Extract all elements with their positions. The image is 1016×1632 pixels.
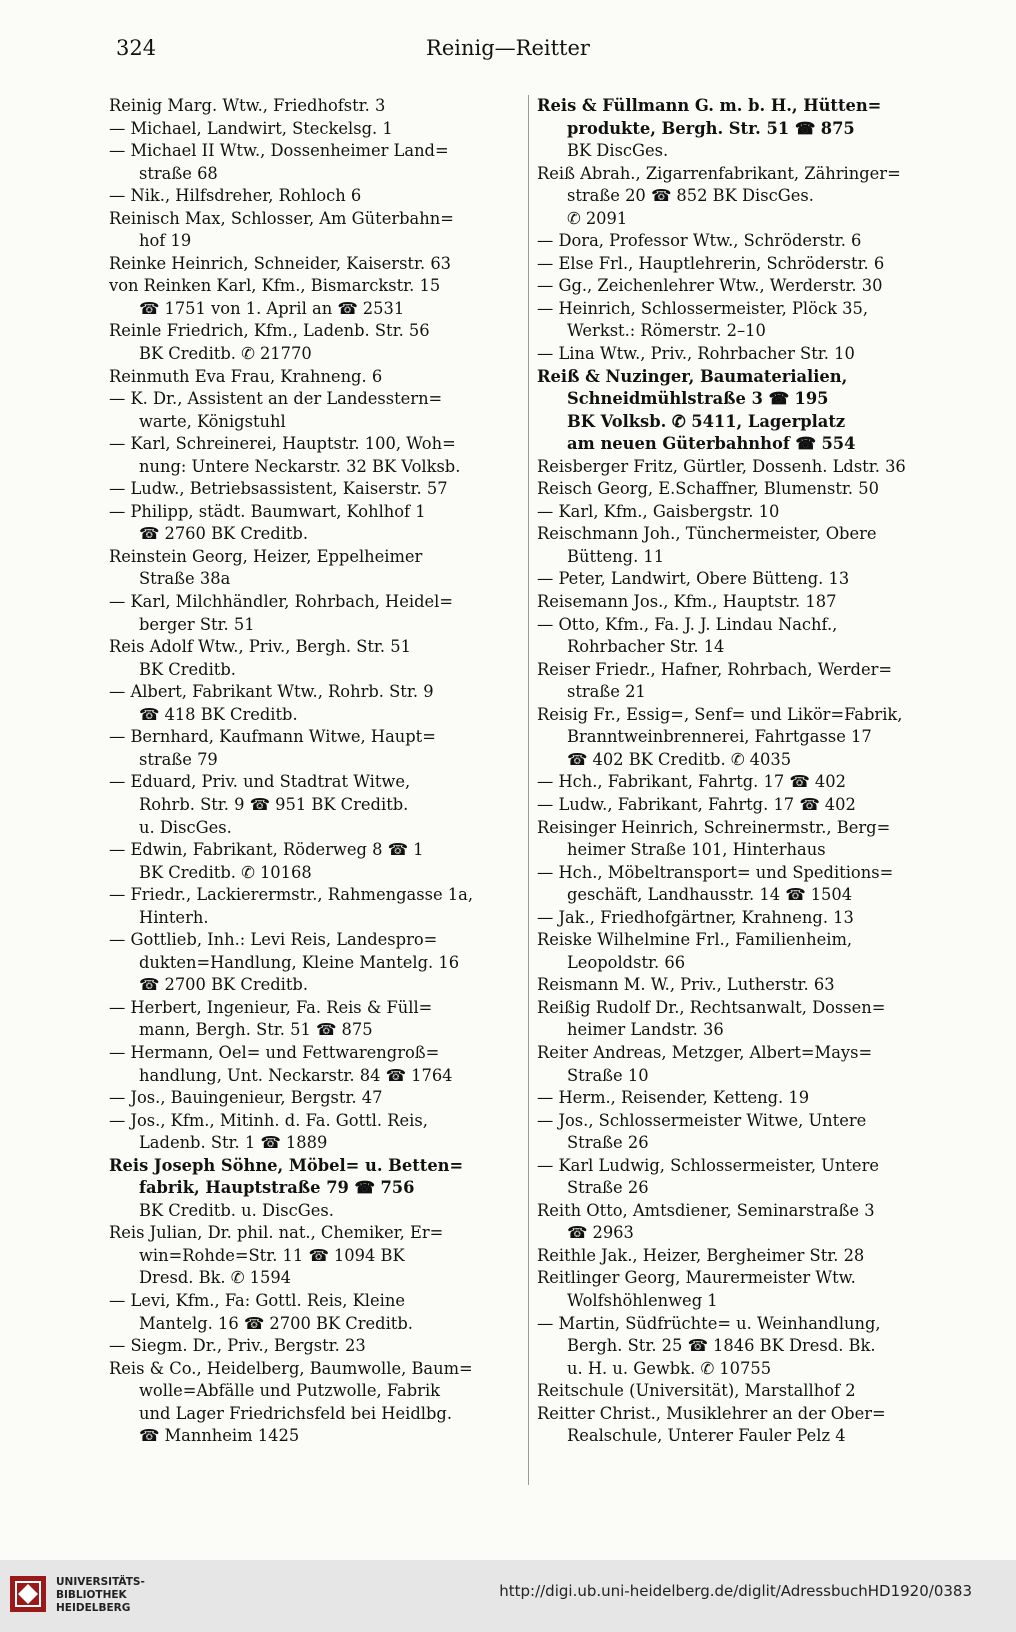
directory-line: und Lager Friedrichsfeld bei Heidlbg. (139, 1403, 452, 1423)
directory-line: — Jos., Bauingenieur, Bergstr. 47 (109, 1088, 383, 1108)
page-header (0, 36, 1016, 66)
directory-line: — Gottlieb, Inh.: Levi Reis, Landespro= (109, 930, 438, 950)
directory-line: Mantelg. 16 ☎ 2700 BK Creditb. (139, 1313, 413, 1333)
directory-line: Reitlinger Georg, Maurermeister Wtw. (537, 1268, 856, 1288)
directory-line: — Herm., Reisender, Ketteng. 19 (537, 1088, 810, 1108)
directory-line: ✆ 2091 (567, 208, 628, 228)
directory-line: straße 20 ☎ 852 BK DiscGes. (567, 186, 814, 206)
directory-line: Reinig Marg. Wtw., Friedhofstr. 3 (109, 96, 386, 115)
viewer-footer (0, 1560, 1016, 1632)
directory-line: Bütteng. 11 (567, 546, 665, 566)
directory-line: Rohrbacher Str. 14 (567, 637, 725, 657)
directory-line: — Eduard, Priv. und Stadtrat Witwe, (109, 772, 411, 792)
directory-line: Reißig Rudolf Dr., Rechtsanwalt, Dossen= (537, 997, 886, 1017)
directory-line: Reiß Abrah., Zigarrenfabrikant, Zähringer= (537, 163, 901, 183)
institution-line: BIBLIOTHEK (56, 1589, 127, 1601)
directory-line: Reis Adolf Wtw., Priv., Bergh. Str. 51 (109, 637, 411, 657)
source-url-link[interactable]: http://digi.ub.uni-heidelberg.de/diglit/AdressbuchHD1920/0383 (499, 1582, 972, 1600)
directory-line: mann, Bergh. Str. 51 ☎ 875 (139, 1020, 373, 1040)
directory-line: — Hermann, Oel= und Fettwarengroß= (109, 1042, 440, 1062)
directory-line: Realschule, Unterer Fauler Pelz 4 (567, 1426, 846, 1446)
directory-line: — Karl, Milchhändler, Rohrbach, Heidel= (109, 592, 454, 612)
directory-line: ☎ 402 BK Creditb. ✆ 4035 (567, 749, 792, 769)
institution-line: UNIVERSITÄTS- (56, 1576, 145, 1588)
directory-line: u. H. u. Gewbk. ✆ 10755 (567, 1358, 772, 1378)
directory-line: ☎ 2700 BK Creditb. (139, 975, 309, 995)
directory-line: — Hch., Fabrikant, Fahrtg. 17 ☎ 402 (537, 772, 846, 792)
directory-line: geschäft, Landhausstr. 14 ☎ 1504 (567, 885, 853, 905)
directory-line: Reismann M. W., Priv., Lutherstr. 63 (537, 975, 835, 995)
directory-line: — Karl Ludwig, Schlossermeister, Untere (537, 1155, 879, 1175)
directory-line: — Hch., Möbeltransport= und Speditions= (537, 862, 894, 882)
directory-line: Straße 26 (567, 1178, 649, 1198)
directory-line: Reis & Co., Heidelberg, Baumwolle, Baum= (109, 1358, 473, 1378)
directory-line: wolle=Abfälle und Putzwolle, Fabrik (139, 1381, 441, 1401)
right-column (537, 95, 955, 1448)
directory-line: Reinke Heinrich, Schneider, Kaiserstr. 63 (109, 253, 452, 273)
university-logo-icon (8, 1574, 48, 1614)
directory-line: Reitschule (Universität), Marstallhof 2 (537, 1381, 856, 1401)
directory-line: nung: Untere Neckarstr. 32 BK Volksb. (139, 456, 461, 476)
directory-line: BK Volksb. ✆ 5411, Lagerplatz (567, 411, 846, 431)
directory-line: — Karl, Schreinerei, Hauptstr. 100, Woh= (109, 434, 456, 454)
directory-line: Reisch Georg, E.Schaffner, Blumenstr. 50 (537, 479, 879, 499)
directory-line: BK DiscGes. (567, 141, 669, 161)
directory-line: Reinmuth Eva Frau, Krahneng. 6 (109, 366, 383, 386)
directory-line: Reithle Jak., Heizer, Bergheimer Str. 28 (537, 1245, 865, 1265)
directory-line: — Philipp, städt. Baumwart, Kohlhof 1 (109, 501, 426, 521)
directory-line: produkte, Bergh. Str. 51 ☎ 875 (567, 118, 855, 138)
directory-line: — Dora, Professor Wtw., Schröderstr. 6 (537, 231, 862, 251)
directory-line: am neuen Güterbahnhof ☎ 554 (567, 434, 856, 454)
directory-line: u. DiscGes. (139, 817, 232, 837)
directory-line: — Gg., Zeichenlehrer Wtw., Werderstr. 30 (537, 276, 883, 296)
directory-line: — Jos., Schlossermeister Witwe, Untere (537, 1110, 867, 1130)
directory-line: ☎ 1751 von 1. April an ☎ 2531 (139, 298, 405, 318)
directory-line: Straße 10 (567, 1065, 649, 1085)
directory-line: — Edwin, Fabrikant, Röderweg 8 ☎ 1 (109, 840, 424, 860)
directory-line: Rohrb. Str. 9 ☎ 951 BK Creditb. (139, 794, 409, 814)
directory-line: BK Creditb. u. DiscGes. (139, 1200, 334, 1220)
directory-line: — Otto, Kfm., Fa. J. J. Lindau Nachf., (537, 614, 838, 634)
directory-line: Reischmann Joh., Tünchermeister, Obere (537, 524, 877, 544)
directory-line: — Bernhard, Kaufmann Witwe, Haupt= (109, 727, 436, 747)
directory-line: heimer Straße 101, Hinterhaus (567, 840, 826, 860)
directory-line: — Siegm. Dr., Priv., Bergstr. 23 (109, 1336, 366, 1356)
directory-line: warte, Königstuhl (139, 411, 286, 431)
page-number: 324 (116, 36, 157, 60)
directory-line: Bergh. Str. 25 ☎ 1846 BK Dresd. Bk. (567, 1336, 876, 1356)
institution-line: HEIDELBERG (56, 1602, 131, 1614)
directory-line: Reisberger Fritz, Gürtler, Dossenh. Ldstr. 36 (537, 456, 906, 476)
directory-line: — Ludw., Fabrikant, Fahrtg. 17 ☎ 402 (537, 794, 856, 814)
directory-line: Reisemann Jos., Kfm., Hauptstr. 187 (537, 592, 837, 612)
directory-line: — Peter, Landwirt, Obere Bütteng. 13 (537, 569, 850, 589)
directory-line: Branntweinbrennerei, Fahrtgasse 17 (567, 727, 872, 747)
directory-line: straße 21 (567, 682, 646, 702)
directory-line: — Karl, Kfm., Gaisbergstr. 10 (537, 501, 780, 521)
column-divider (528, 95, 529, 1485)
directory-line: — Jos., Kfm., Mitinh. d. Fa. Gottl. Reis, (109, 1110, 428, 1130)
directory-line: — Albert, Fabrikant Wtw., Rohrb. Str. 9 (109, 682, 434, 702)
directory-line: — Ludw., Betriebsassistent, Kaiserstr. 57 (109, 479, 448, 499)
directory-line: Hinterh. (139, 907, 209, 927)
directory-line: Reiß & Nuzinger, Baumaterialien, (537, 366, 848, 386)
directory-line: Schneidmühlstraße 3 ☎ 195 (567, 389, 829, 409)
directory-line: von Reinken Karl, Kfm., Bismarckstr. 15 (109, 276, 441, 296)
directory-line: Reis & Füllmann G. m. b. H., Hütten= (537, 96, 882, 115)
directory-line: — Martin, Südfrüchte= u. Weinhandlung, (537, 1313, 881, 1333)
directory-line: berger Str. 51 (139, 614, 255, 634)
directory-line: handlung, Unt. Neckarstr. 84 ☎ 1764 (139, 1065, 453, 1085)
directory-line: Reith Otto, Amtsdiener, Seminarstraße 3 (537, 1200, 875, 1220)
directory-line: Dresd. Bk. ✆ 1594 (139, 1268, 292, 1288)
directory-line: BK Creditb. (139, 659, 236, 679)
directory-line: BK Creditb. ✆ 10168 (139, 862, 312, 882)
directory-line: Reis Joseph Söhne, Möbel= u. Betten= (109, 1155, 464, 1175)
directory-line: — Michael II Wtw., Dossenheimer Land= (109, 141, 449, 161)
directory-line: — Else Frl., Hauptlehrerin, Schröderstr. 6 (537, 253, 885, 273)
directory-line: straße 68 (139, 163, 218, 183)
directory-line: Reiter Andreas, Metzger, Albert=Mays= (537, 1042, 873, 1062)
directory-line: Reinstein Georg, Heizer, Eppelheimer (109, 546, 423, 566)
directory-line: Reiser Friedr., Hafner, Rohrbach, Werder= (537, 659, 893, 679)
directory-line: Reisinger Heinrich, Schreinermstr., Berg= (537, 817, 891, 837)
directory-line: straße 79 (139, 749, 218, 769)
directory-line: — Friedr., Lackierermstr., Rahmengasse 1a, (109, 885, 473, 905)
directory-line: Reinle Friedrich, Kfm., Ladenb. Str. 56 (109, 321, 430, 341)
directory-line: Straße 26 (567, 1133, 649, 1153)
directory-line: Reiske Wilhelmine Frl., Familienheim, (537, 930, 853, 950)
directory-line: Ladenb. Str. 1 ☎ 1889 (139, 1133, 328, 1153)
directory-line: Reinisch Max, Schlosser, Am Güterbahn= (109, 208, 454, 228)
directory-line: ☎ 2963 (567, 1223, 634, 1243)
directory-line: — Lina Wtw., Priv., Rohrbacher Str. 10 (537, 344, 855, 364)
directory-line: fabrik, Hauptstraße 79 ☎ 756 (139, 1178, 415, 1198)
directory-line: Reis Julian, Dr. phil. nat., Chemiker, Er= (109, 1223, 444, 1243)
directory-line: — Heinrich, Schlossermeister, Plöck 35, (537, 298, 868, 318)
directory-line: ☎ 418 BK Creditb. (139, 704, 298, 724)
directory-line: — K. Dr., Assistent an der Landesstern= (109, 389, 443, 409)
directory-line: Wolfshöhlenweg 1 (567, 1290, 718, 1310)
directory-line: — Michael, Landwirt, Steckelsg. 1 (109, 118, 393, 138)
left-column (109, 95, 527, 1448)
institution-name (56, 1576, 145, 1615)
directory-line: dukten=Handlung, Kleine Mantelg. 16 (139, 952, 460, 972)
directory-line: — Levi, Kfm., Fa: Gottl. Reis, Kleine (109, 1290, 405, 1310)
page-title: Reinig—Reitter (426, 36, 590, 60)
directory-line: — Nik., Hilfsdreher, Rohloch 6 (109, 186, 362, 206)
directory-line: Werkst.: Römerstr. 2–10 (567, 321, 766, 341)
directory-line: Reitter Christ., Musiklehrer an der Ober= (537, 1403, 886, 1423)
directory-line: Straße 38a (139, 569, 231, 589)
directory-line: — Jak., Friedhofgärtner, Krahneng. 13 (537, 907, 854, 927)
directory-line: hof 19 (139, 231, 192, 251)
directory-line: Reisig Fr., Essig=, Senf= und Likör=Fabrik, (537, 704, 903, 724)
directory-line: — Herbert, Ingenieur, Fa. Reis & Füll= (109, 997, 433, 1017)
directory-line: ☎ 2760 BK Creditb. (139, 524, 309, 544)
directory-line: Leopoldstr. 66 (567, 952, 686, 972)
directory-line: BK Creditb. ✆ 21770 (139, 344, 312, 364)
directory-line: heimer Landstr. 36 (567, 1020, 724, 1040)
directory-line: ☎ Mannheim 1425 (139, 1426, 300, 1446)
directory-line: win=Rohde=Str. 11 ☎ 1094 BK (139, 1245, 405, 1265)
